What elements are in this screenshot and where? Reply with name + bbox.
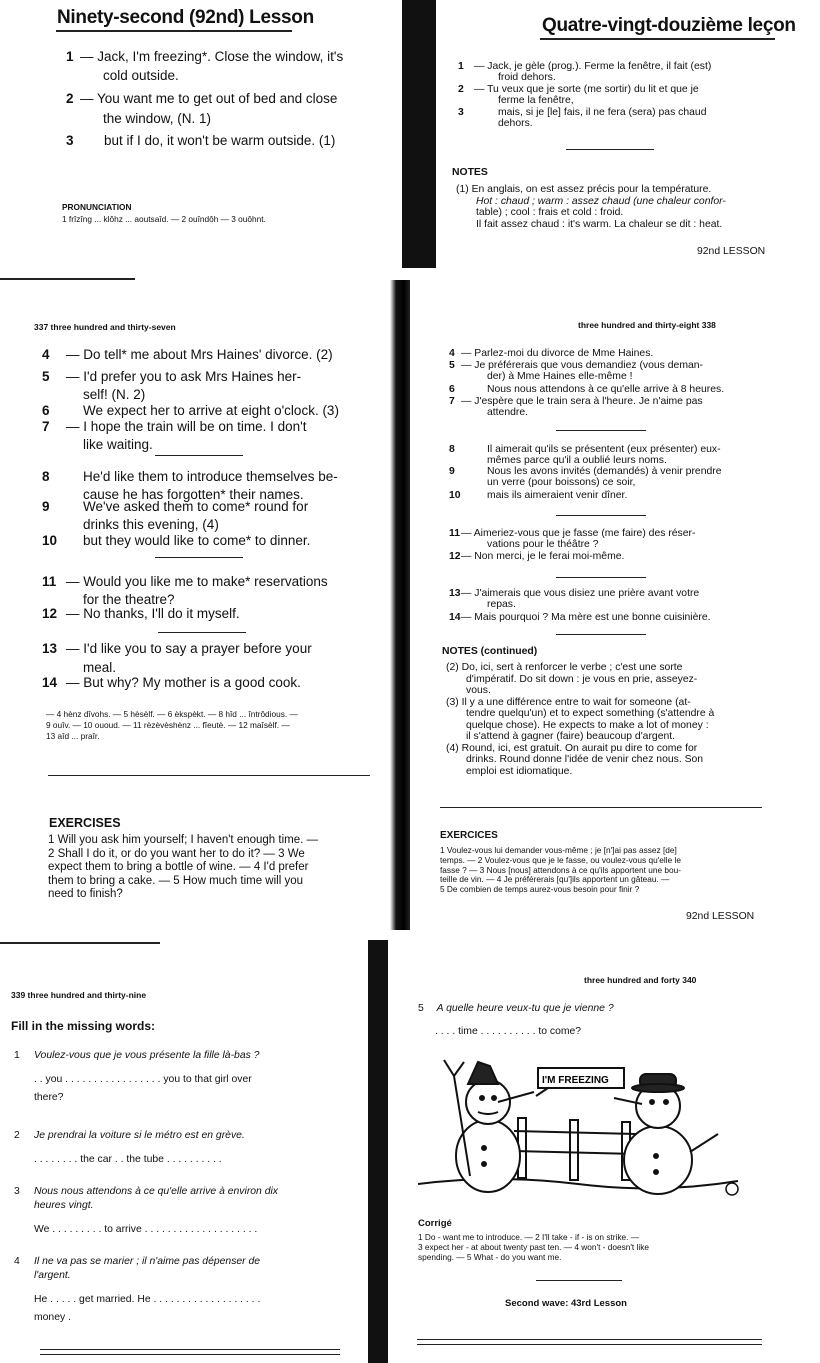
line-number: 7 — [42, 419, 50, 434]
line-text: — Would you like me to make* reservations — [66, 574, 328, 589]
line-text-cont: repas. — [487, 599, 516, 610]
page-edge-middle — [0, 942, 160, 944]
fill-item-4-french — [14, 1255, 354, 1283]
item-number: 4 — [14, 1256, 20, 1267]
item-french-cont: heures vingt. — [34, 1200, 94, 1211]
line-number: 7 — [449, 396, 455, 407]
item-french: Voulez-vous que je vous présente la fille là-bas ? — [34, 1050, 260, 1061]
item-english-cont: there? — [34, 1092, 64, 1103]
line-text-cont: vations pour le théâtre ? — [487, 539, 599, 550]
divider — [155, 557, 243, 558]
line-text: We expect her to arrive at eight o'clock. (3) — [83, 403, 339, 418]
pronunciation-line-2: 9 ouîv. — 10 ououd. — 11 rèzèvèshènz ... fîeutè. — 12 maîsèlf. — — [46, 720, 290, 730]
note-line: Hot : chaud ; warm : assez chaud (une chaleur confor- — [476, 195, 726, 207]
line-number: 14 — [449, 612, 461, 623]
line-text: Nous les avons invités (demandés) à venir prendre — [487, 466, 722, 477]
exercises-heading: EXERCISES — [49, 816, 121, 830]
line-number: 6 — [449, 384, 455, 395]
pronunciation-line-1: — 4 hènz dîvohs. — 5 hèsèlf. — 6 èkspèkt. — 8 hîd ... întrôdious. — — [46, 709, 298, 719]
line-number: 10 — [449, 490, 461, 501]
page-header-337: 337 three hundred and thirty-seven — [34, 322, 176, 332]
item-number: 2 — [14, 1130, 20, 1141]
item-number: 5 — [418, 1003, 424, 1014]
line-text: — Jack, je gèle (prog.). Ferme la fenêtre, il fait (est) — [474, 61, 712, 72]
line-number: 6 — [42, 403, 50, 418]
line-number: 9 — [42, 499, 50, 514]
line-text-cont: der) à Mme Haines elle-même ! — [487, 371, 633, 382]
speech-pointer — [536, 1088, 548, 1096]
divider — [556, 634, 646, 635]
line-number: 13 — [42, 641, 58, 656]
note-line: (4) Round, ici, est gratuit. On aurait pu dire to come for — [446, 742, 698, 754]
page-edge-top — [0, 278, 135, 280]
item-english: We . . . . . . . . . to arrive . . . . . . . . . . . . . . . . . . . . — [34, 1224, 258, 1235]
line-text: — I'd prefer you to ask Mrs Haines her- — [66, 369, 302, 384]
page-spine-top — [402, 0, 436, 268]
note-line: (2) Do, ici, sert à renforcer le verbe ; c'est une sorte — [446, 662, 683, 673]
line-text: — Parlez-moi du divorce de Mme Haines. — [461, 348, 654, 359]
fill-item-4-english — [34, 1293, 354, 1307]
line-number: 3 — [458, 107, 464, 118]
exercise-line: need to finish? — [48, 888, 123, 900]
note-line: tendre quelqu'un) et to expect something (s'attendre à — [466, 708, 715, 719]
line-text-cont: drinks this evening, (4) — [83, 517, 219, 532]
line-text: but if I do, it won't be warm outside. (1) — [104, 133, 336, 148]
note-line: (1) En anglais, on est assez précis pour la température. — [456, 184, 712, 195]
line-text: — J'aimerais que vous disiez une prière avant votre — [461, 588, 700, 599]
line-number: 4 — [449, 348, 455, 359]
exercice-line: fasse ? — 3 Nous [nous] attendons à ce qu'ils apportent une bou- — [440, 864, 681, 875]
line-text: — Aimeriez-vous que je fasse (me faire) des réser- — [461, 528, 696, 539]
exercice-line: 1 Voulez-vous lui demander vous-même ; je [n']ai pas assez [de] — [440, 845, 677, 855]
line-number: 12 — [42, 606, 58, 621]
line-number: 9 — [449, 466, 455, 477]
second-wave-note: Second wave: 43rd Lesson — [505, 1298, 627, 1309]
exercise-line: 1 Will you ask him yourself; I haven't enough time. — — [48, 834, 319, 846]
line-text: Il aimerait qu'ils se présentent (eux présenter) eux- — [487, 444, 721, 455]
line-text: — Non merci, je le ferai moi-même. — [461, 551, 625, 562]
item-french: Nous nous attendons à ce qu'elle arrive à environ dix — [34, 1186, 279, 1197]
line-number: 11 — [449, 528, 460, 539]
divider — [556, 577, 646, 578]
line-text: — J'espère que le train sera à l'heure. Je n'aime pas — [461, 396, 703, 407]
pronunciation-text: 1 frîzîng ... klôhz ... aoutsaîd. — 2 ouîndôh — 3 ouôhnt. — [62, 214, 266, 224]
exercice-line: 5 De combien de temps aurez-vous besoin pour finir ? — [440, 884, 640, 895]
corrige-line: spending. — 5 What - do you want me. — [418, 1252, 562, 1262]
fill-item-5 — [418, 1002, 614, 1016]
item-french-cont: l'argent. — [34, 1270, 71, 1281]
divider — [536, 1280, 622, 1281]
speech-text: I'M FREEZING — [542, 1075, 609, 1086]
note-line: emploi est idiomatique. — [466, 765, 573, 777]
corrige-text — [418, 1232, 748, 1262]
line-number: 3 — [66, 133, 74, 148]
line-text: We've asked them to come* round for — [83, 499, 309, 514]
item-number: 3 — [14, 1186, 20, 1197]
pronunciation-line-3: 13 aîd ... praîr. — [46, 731, 100, 741]
line-text-cont: cold outside. — [103, 68, 179, 83]
bottom-rule — [40, 1349, 340, 1350]
bottom-rule — [417, 1344, 762, 1345]
exercise-line: them to bring a cake. — 5 How much time will you — [48, 874, 304, 887]
line-text: — But why? My mother is a good cook. — [66, 675, 301, 690]
line-number: 2 — [458, 84, 464, 95]
line-text-cont: mêmes parce qu'il a oublié leurs noms. — [487, 455, 667, 466]
line-text: mais ils aimeraient venir dîner. — [487, 490, 628, 501]
note-line: il s'attend à gagner (faire) beaucoup d'argent. — [466, 731, 676, 742]
section-divider — [440, 807, 762, 808]
note-line: quelque chose). He expects to make a lot of money : — [466, 719, 709, 731]
line-number: 4 — [42, 347, 50, 362]
note-1 — [456, 184, 776, 230]
title-underline-en — [56, 30, 292, 32]
line-number: 1 — [458, 61, 464, 72]
item-english-cont: money . — [34, 1312, 71, 1323]
divider — [566, 149, 654, 150]
line-text: He'd like them to introduce themselves be- — [83, 469, 338, 484]
line-number: 14 — [42, 675, 58, 690]
line-number: 12 — [449, 551, 461, 562]
line-text-cont: the window, (N. 1) — [103, 111, 212, 126]
fill-item-2-french — [14, 1129, 354, 1143]
item-number: 1 — [14, 1050, 20, 1061]
corrige-line: 3 expect her - at about twenty past ten. — 4 won't - doesn't like — [418, 1242, 649, 1252]
line-text-cont: like waiting. — [83, 437, 153, 452]
line-text-cont: dehors. — [498, 118, 533, 129]
divider — [556, 430, 646, 431]
line-text-cont: for the theatre? — [83, 592, 175, 607]
line-text: — Mais pourquoi ? Ma mère est une bonne cuisinière. — [461, 612, 711, 623]
line-text: — Jack, I'm freezing*. Close the window, it's — [80, 49, 344, 64]
section-divider — [48, 775, 370, 776]
page-header-340: three hundred and forty 340 — [584, 975, 697, 985]
corrige-heading: Corrigé — [418, 1218, 452, 1229]
item-english: He . . . . . get married. He . . . . . . . . . . . . . . . . . . . — [34, 1294, 261, 1305]
line-text: Nous nous attendons à ce qu'elle arrive à 8 heures. — [487, 384, 725, 395]
line-text: mais, si je [le] fais, il ne fera (sera) pas chaud — [498, 107, 707, 118]
notes-continued-heading: NOTES (continued) — [442, 646, 538, 657]
exercice-line: teille de vin. — 4 Je préférerais [qu']ils apportent un gâteau. — — [440, 874, 670, 885]
item-english: . . you . . . . . . . . . . . . . . . . . you to that girl over — [34, 1074, 252, 1085]
line-number: 10 — [42, 533, 58, 548]
page-spine-bottom — [368, 940, 388, 1363]
item-english: . . . . . . . . the car . . the tube . . . . . . . . . . — [34, 1154, 222, 1165]
line-text-cont: self! (N. 2) — [83, 387, 146, 402]
note-line: (3) Il y a une différence entre to wait for someone (at- — [446, 696, 691, 708]
line-text: — Je préférerais que vous demandiez (vous deman- — [461, 360, 703, 371]
exercices-heading: EXERCICES — [440, 830, 498, 841]
fill-item-1-french — [14, 1049, 354, 1063]
line-text: — I'd like you to say a prayer before your — [66, 641, 312, 656]
fill-in-heading: Fill in the missing words: — [11, 1019, 156, 1033]
line-number: 2 — [66, 91, 74, 106]
page-footer: 92nd LESSON — [697, 246, 766, 257]
notes-heading: NOTES — [452, 167, 488, 178]
title-underline-fr — [540, 38, 775, 40]
fill-item-3-french — [14, 1185, 354, 1213]
exercise-line: 2 Shall I do it, or do you want her to do it? — 3 We — [48, 847, 305, 860]
line-text-cont: froid dehors. — [498, 72, 556, 83]
page-footer: 92nd LESSON — [686, 911, 755, 922]
line-text-cont: attendre. — [487, 407, 529, 418]
fill-item-5-english: . . . . time . . . . . . . . . . to come? — [435, 1026, 582, 1037]
line-text: — Do tell* me about Mrs Haines' divorce. (2) — [66, 347, 333, 362]
line-number: 1 — [66, 49, 74, 64]
item-french: Il ne va pas se marier ; il n'aime pas dépenser de — [34, 1256, 261, 1267]
divider — [158, 632, 246, 633]
notes-continued — [446, 662, 766, 777]
line-number: 11 — [42, 574, 57, 589]
fill-item-3-english — [34, 1223, 354, 1237]
note-line: d'impératif. Do sit down : je vous en prie, asseyez- — [466, 673, 698, 685]
line-number: 13 — [449, 588, 461, 599]
item-french: A quelle heure veux-tu que je vienne ? — [436, 1003, 614, 1014]
item-french: Je prendrai la voiture si le métro est en grève. — [34, 1130, 245, 1141]
snowmen-cartoon — [418, 1056, 743, 1206]
note-line: vous. — [466, 685, 491, 696]
line-text: — Tu veux que je sorte (me sortir) du lit et que je — [474, 84, 699, 95]
exercises-text — [48, 834, 378, 902]
divider — [155, 455, 243, 456]
line-text: — You want me to get out of bed and close — [80, 91, 338, 106]
exercise-line: expect them to bring a bottle of wine. — 4 I'd prefer — [48, 861, 309, 873]
line-text-cont: cause he has forgotten* their names. — [83, 487, 304, 502]
page-spine-middle — [390, 280, 410, 930]
line-number: 5 — [449, 360, 455, 371]
exercices-text — [440, 846, 770, 895]
line-text-cont: ferme la fenêtre, — [498, 95, 574, 106]
divider — [556, 515, 646, 516]
note-line: drinks. Round donne l'idée de venir chez nous. Son — [466, 754, 704, 765]
note-line: table) ; cool : frais et cold : froid. — [476, 207, 624, 218]
line-number: 8 — [42, 469, 50, 484]
line-text-cont: un verre (pour boissons) ce soir, — [487, 477, 636, 488]
pronunciation-heading: PRONUNCIATION — [62, 202, 132, 212]
line-text-cont: meal. — [83, 660, 117, 675]
note-line: Il fait assez chaud : it's warm. La chaleur se dit : heat. — [476, 218, 723, 230]
line-text: — I hope the train will be on time. I don't — [66, 419, 307, 434]
lesson-title-fr: Quatre-vingt-douzième leçon — [542, 15, 796, 36]
corrige-line: 1 Do - want me to introduce. — 2 I'll take - if - is on strike. — — [418, 1232, 640, 1242]
exercice-line: temps. — 2 Voulez-vous que je le fasse, ou voulez-vous qu'elle le — [440, 854, 681, 865]
bottom-rule — [40, 1354, 340, 1355]
line-number: 8 — [449, 444, 455, 455]
lesson-title-en: Ninety-second (92nd) Lesson — [57, 7, 314, 28]
page-header-338: three hundred and thirty-eight 338 — [578, 320, 716, 330]
fill-item-1-english — [34, 1073, 354, 1087]
line-number: 5 — [42, 369, 50, 384]
line-text: — No thanks, I'll do it myself. — [66, 606, 240, 621]
page-header-339: 339 three hundred and thirty-nine — [11, 990, 147, 1000]
fill-item-2-english — [34, 1153, 354, 1167]
line-text: but they would like to come* to dinner. — [83, 533, 311, 548]
bottom-rule — [417, 1339, 762, 1340]
